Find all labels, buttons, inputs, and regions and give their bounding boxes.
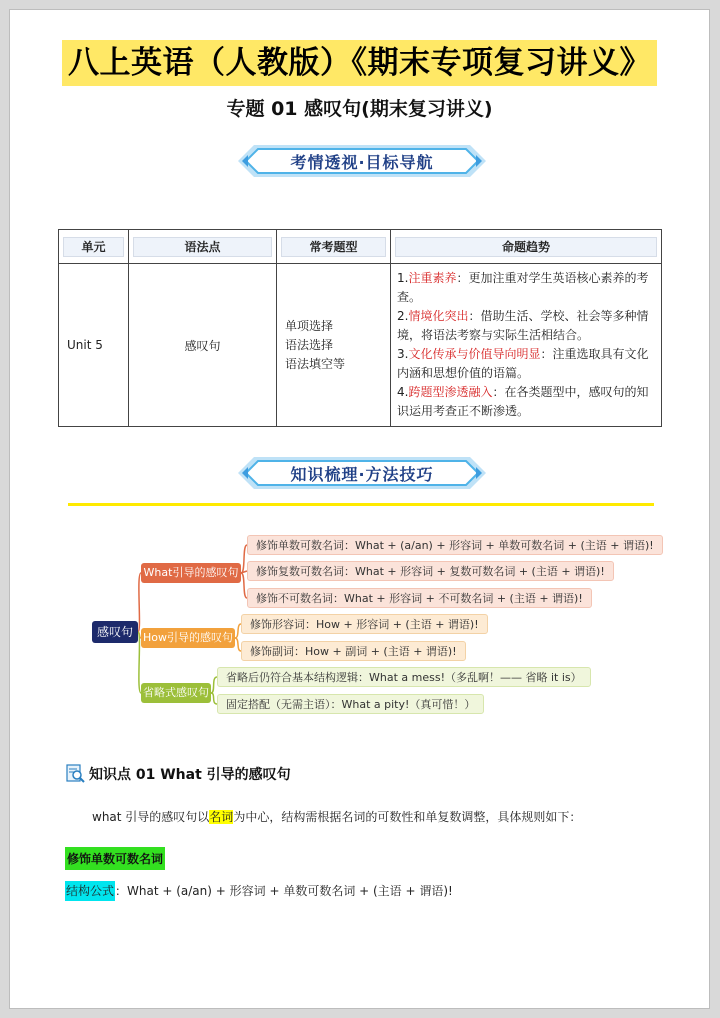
type-item: 语法填空等 xyxy=(285,356,346,371)
document-page xyxy=(9,9,710,1009)
mindmap-branch-how: How引导的感叹句 xyxy=(141,628,235,648)
trend-key: 文化传承与价值导向明显 xyxy=(408,347,541,361)
type-item: 单项选择 xyxy=(285,318,334,333)
mindmap-leaf: 修饰形容词：How + 形容词 + (主语 + 谓语)! xyxy=(241,614,488,634)
mindmap-leaf: 修饰副词：How + 副词 + (主语 + 谓语)! xyxy=(241,641,466,661)
header-cell-grammar: 语法点 xyxy=(129,230,277,264)
header-cell-types: 常考题型 xyxy=(277,230,391,264)
trend-item: 1.注重素养：更加注重对学生英语核心素养的考查。 xyxy=(397,271,649,304)
mindmap-leaf: 省略后仍符合基本结构逻辑：What a mess!（多乱啊！—— 省略 it is） xyxy=(217,667,591,687)
mindmap-leaf: 修饰单数可数名词：What + (a/an) + 形容词 + 单数可数名词 + (主语 + 谓语)! xyxy=(247,535,663,555)
type-item: 语法选择 xyxy=(285,337,334,352)
structure-formula xyxy=(65,882,453,899)
mindmap-leaf: 修饰不可数名词：What + 形容词 + 不可数名词 + (主语 + 谓语)! xyxy=(247,588,592,608)
section-paragraph: what 引导的感叹句以名词为中心，结构需根据名词的可数性和单复数调整，具体规则如下： xyxy=(92,810,582,824)
formula-text: ：What + (a/an) + 形容词 + 单数可数名词 + (主语 + 谓语)! xyxy=(115,884,453,898)
mindmap-leaf: 固定搭配（无需主语）：What a pity!（真可惜！） xyxy=(217,694,484,714)
trend-key: 跨题型渗透融入 xyxy=(408,385,493,399)
trend-item: 3.文化传承与价值导向明显：注重选取具有文化内涵和思想价值的语篇。 xyxy=(397,347,649,380)
mindmap-branch-omission: 省略式感叹句 xyxy=(141,683,211,703)
formula-label: 结构公式 xyxy=(65,881,115,901)
mindmap-branch-what: What引导的感叹句 xyxy=(141,563,241,583)
section-heading xyxy=(66,764,291,784)
mindmap-root: 感叹句 xyxy=(92,621,138,643)
header-cell-unit: 单元 xyxy=(59,230,129,264)
exam-banner-text: 考情透视·目标导航 xyxy=(290,153,434,172)
header-cell-trends: 命题趋势 xyxy=(391,230,662,264)
magnifier-document-icon xyxy=(66,764,85,783)
trend-item: 4.跨题型渗透融入：在各类题型中，感叹句的知识运用考查正不断渗透。 xyxy=(397,385,649,418)
highlight-noun: 名词 xyxy=(209,810,234,824)
page-title: 八上英语（人教版）《期末专项复习讲义》 xyxy=(62,40,657,86)
page-subtitle: 专题 01 感叹句(期末复习讲义) xyxy=(226,98,493,120)
trend-item: 2.情境化突出：借助生活、学校、社会等多种情境，将语法考察与实际生活相结合。 xyxy=(397,309,649,342)
unit-cell: Unit 5 xyxy=(59,264,129,427)
trend-key: 情境化突出 xyxy=(408,309,469,323)
grammar-cell: 感叹句 xyxy=(129,264,277,427)
trend-key: 注重素养 xyxy=(408,271,457,285)
mindmap-leaf: 修饰复数可数名词：What + 形容词 + 复数可数名词 + (主语 + 谓语)! xyxy=(247,561,614,581)
knowledge-banner-text: 知识梳理·方法技巧 xyxy=(290,465,434,484)
subtopic-tag: 修饰单数可数名词 xyxy=(65,847,165,870)
section-heading-text: 知识点 01 What 引导的感叹句 xyxy=(89,767,291,783)
